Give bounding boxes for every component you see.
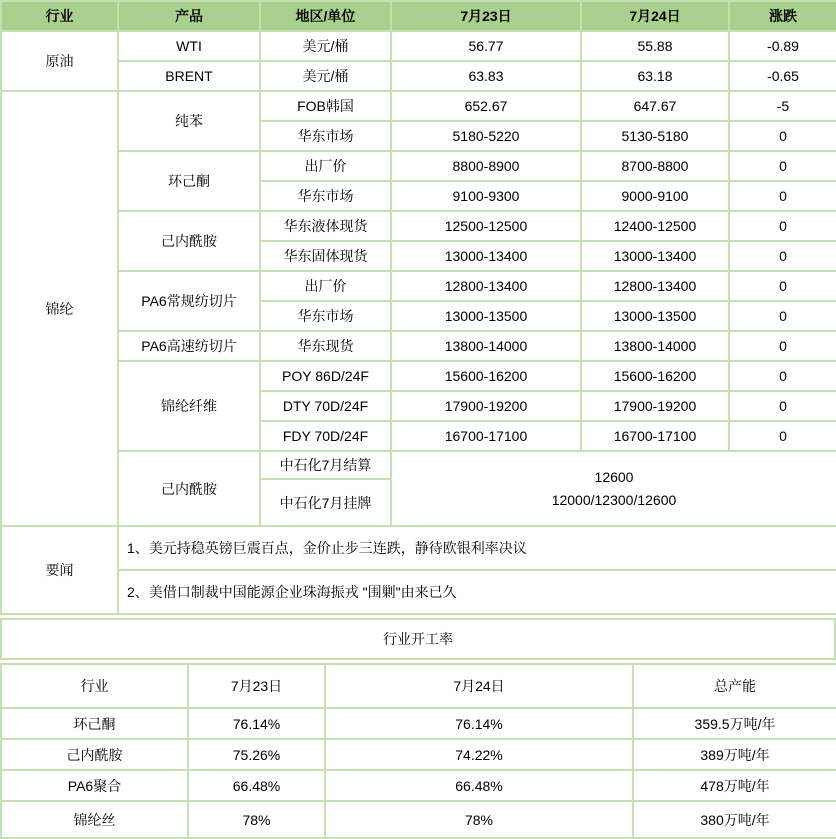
price-jul23-cell: 56.77 [391,31,581,61]
change-cell: -5 [729,91,836,121]
rate-row [1,708,836,739]
region-cell: FDY 70D/24F [260,421,391,451]
region-cell: 华东现货 [260,331,391,361]
region-cell: DTY 70D/24F [260,391,391,421]
rate-jul23-cell: 76.14% [188,708,325,739]
rate-row [1,739,836,770]
product-cell: 己内酰胺 [118,211,260,271]
price-jul24-cell: 17900-19200 [581,391,729,421]
product-cell: BRENT [118,61,260,91]
table-row [1,451,836,479]
price-jul23-cell: 13000-13500 [391,301,581,331]
region-cell: 美元/桶 [260,31,391,61]
header-change: 涨跌 [729,1,836,31]
price-jul23-cell: 63.83 [391,61,581,91]
region-cell: 华东固体现货 [260,241,391,271]
news-label-cell: 要闻 [1,526,118,614]
table-row [1,61,836,91]
region-cell: 华东液体现货 [260,211,391,241]
header-region-unit: 地区/单位 [260,1,391,31]
rate-industry-cell: 锦纶丝 [1,801,188,838]
region-cell: 出厂价 [260,271,391,301]
price-jul24-cell: 63.18 [581,61,729,91]
header-jul24: 7月24日 [581,1,729,31]
change-cell: -0.89 [729,31,836,61]
rate-industry-cell: 环己酮 [1,708,188,739]
rate-header-row [1,664,836,708]
region-cell: 华东市场 [260,121,391,151]
price-jul24-cell: 13000-13500 [581,301,729,331]
rate-jul24-cell: 78% [325,801,633,838]
change-cell: 0 [729,331,836,361]
rate-row [1,770,836,801]
product-cell: PA6高速纺切片 [118,331,260,361]
header-industry: 行业 [1,1,118,31]
price-jul24-cell: 15600-16200 [581,361,729,391]
price-jul24-cell: 13000-13400 [581,241,729,271]
region-cell: 美元/桶 [260,61,391,91]
rate-jul23-cell: 75.26% [188,739,325,770]
price-jul23-cell: 5180-5220 [391,121,581,151]
product-cell: PA6常规纺切片 [118,271,260,331]
region-cell: 华东市场 [260,301,391,331]
rate-capacity-cell: 389万吨/年 [633,739,836,770]
price-jul24-cell: 55.88 [581,31,729,61]
rate-jul24-cell: 74.22% [325,739,633,770]
price-jul24-cell: 5130-5180 [581,121,729,151]
price-jul23-cell: 8800-8900 [391,151,581,181]
region-cell: 中石化7月挂牌 [260,479,391,526]
rate-header-capacity: 总产能 [633,664,836,708]
price-table-header-row [1,1,836,31]
change-cell: 0 [729,391,836,421]
news-item: 2、美借口制裁中国能源企业珠海振戎 "围剿"由来已久 [118,570,836,614]
rate-capacity-cell: 478万吨/年 [633,770,836,801]
industry-cell: 锦纶 [1,91,118,526]
news-item: 1、美元持稳英镑巨震百点，金价止步三连跌，静待欧银利率决议 [118,526,836,570]
region-cell: 出厂价 [260,151,391,181]
change-cell: -0.65 [729,61,836,91]
table-row [1,271,836,301]
rate-row [1,801,836,838]
news-row [1,570,836,614]
rate-jul23-cell: 66.48% [188,770,325,801]
price-jul24-cell: 13800-14000 [581,331,729,361]
price-jul23-cell: 17900-19200 [391,391,581,421]
region-cell: 中石化7月结算 [260,451,391,479]
table-row [1,331,836,361]
region-cell: FOB韩国 [260,91,391,121]
header-product: 产品 [118,1,260,31]
change-cell: 0 [729,271,836,301]
operating-rate-table [0,663,836,839]
change-cell: 0 [729,421,836,451]
price-jul23-cell: 12800-13400 [391,271,581,301]
news-row [1,526,836,570]
table-row [1,151,836,181]
price-jul23-cell: 13000-13400 [391,241,581,271]
change-cell: 0 [729,181,836,211]
product-cell: 环己酮 [118,151,260,211]
rate-jul24-cell: 76.14% [325,708,633,739]
industry-cell: 原油 [1,31,118,91]
price-jul23-cell: 12500-12500 [391,211,581,241]
change-cell: 0 [729,121,836,151]
region-cell: 华东市场 [260,181,391,211]
price-jul24-cell: 12400-12500 [581,211,729,241]
price-jul23-cell: 15600-16200 [391,361,581,391]
change-cell: 0 [729,301,836,331]
product-cell: 己内酰胺 [118,451,260,526]
sinopec-listing-price: 12000/12300/12600 [551,491,677,508]
rate-industry-cell: 己内酰胺 [1,739,188,770]
rate-header-jul23: 7月23日 [188,664,325,708]
product-cell: 纯苯 [118,91,260,151]
rate-header-jul24: 7月24日 [325,664,633,708]
region-cell: POY 86D/24F [260,361,391,391]
change-cell: 0 [729,151,836,181]
price-jul24-cell: 9000-9100 [581,181,729,211]
table-row [1,211,836,241]
price-jul24-cell: 8700-8800 [581,151,729,181]
price-jul23-cell: 652.67 [391,91,581,121]
price-jul24-cell: 647.67 [581,91,729,121]
operating-rate-title: 行业开工率 [0,618,836,660]
price-jul24-cell: 16700-17100 [581,421,729,451]
sinopec-settle-price: 12600 [594,469,634,486]
product-cell: WTI [118,31,260,61]
change-cell: 0 [729,211,836,241]
product-cell: 锦纶纤维 [118,361,260,451]
rate-header-industry: 行业 [1,664,188,708]
rate-jul24-cell: 66.48% [325,770,633,801]
rate-capacity-cell: 359.5万吨/年 [633,708,836,739]
rate-jul23-cell: 78% [188,801,325,838]
sinopec-price-cell [391,451,836,526]
price-jul24-cell: 12800-13400 [581,271,729,301]
price-jul23-cell: 16700-17100 [391,421,581,451]
price-jul23-cell: 13800-14000 [391,331,581,361]
table-row [1,91,836,121]
header-jul23: 7月23日 [391,1,581,31]
change-cell: 0 [729,361,836,391]
change-cell: 0 [729,241,836,271]
table-row [1,361,836,391]
rate-capacity-cell: 380万吨/年 [633,801,836,838]
rate-industry-cell: PA6聚合 [1,770,188,801]
table-row [1,31,836,61]
price-jul23-cell: 9100-9300 [391,181,581,211]
